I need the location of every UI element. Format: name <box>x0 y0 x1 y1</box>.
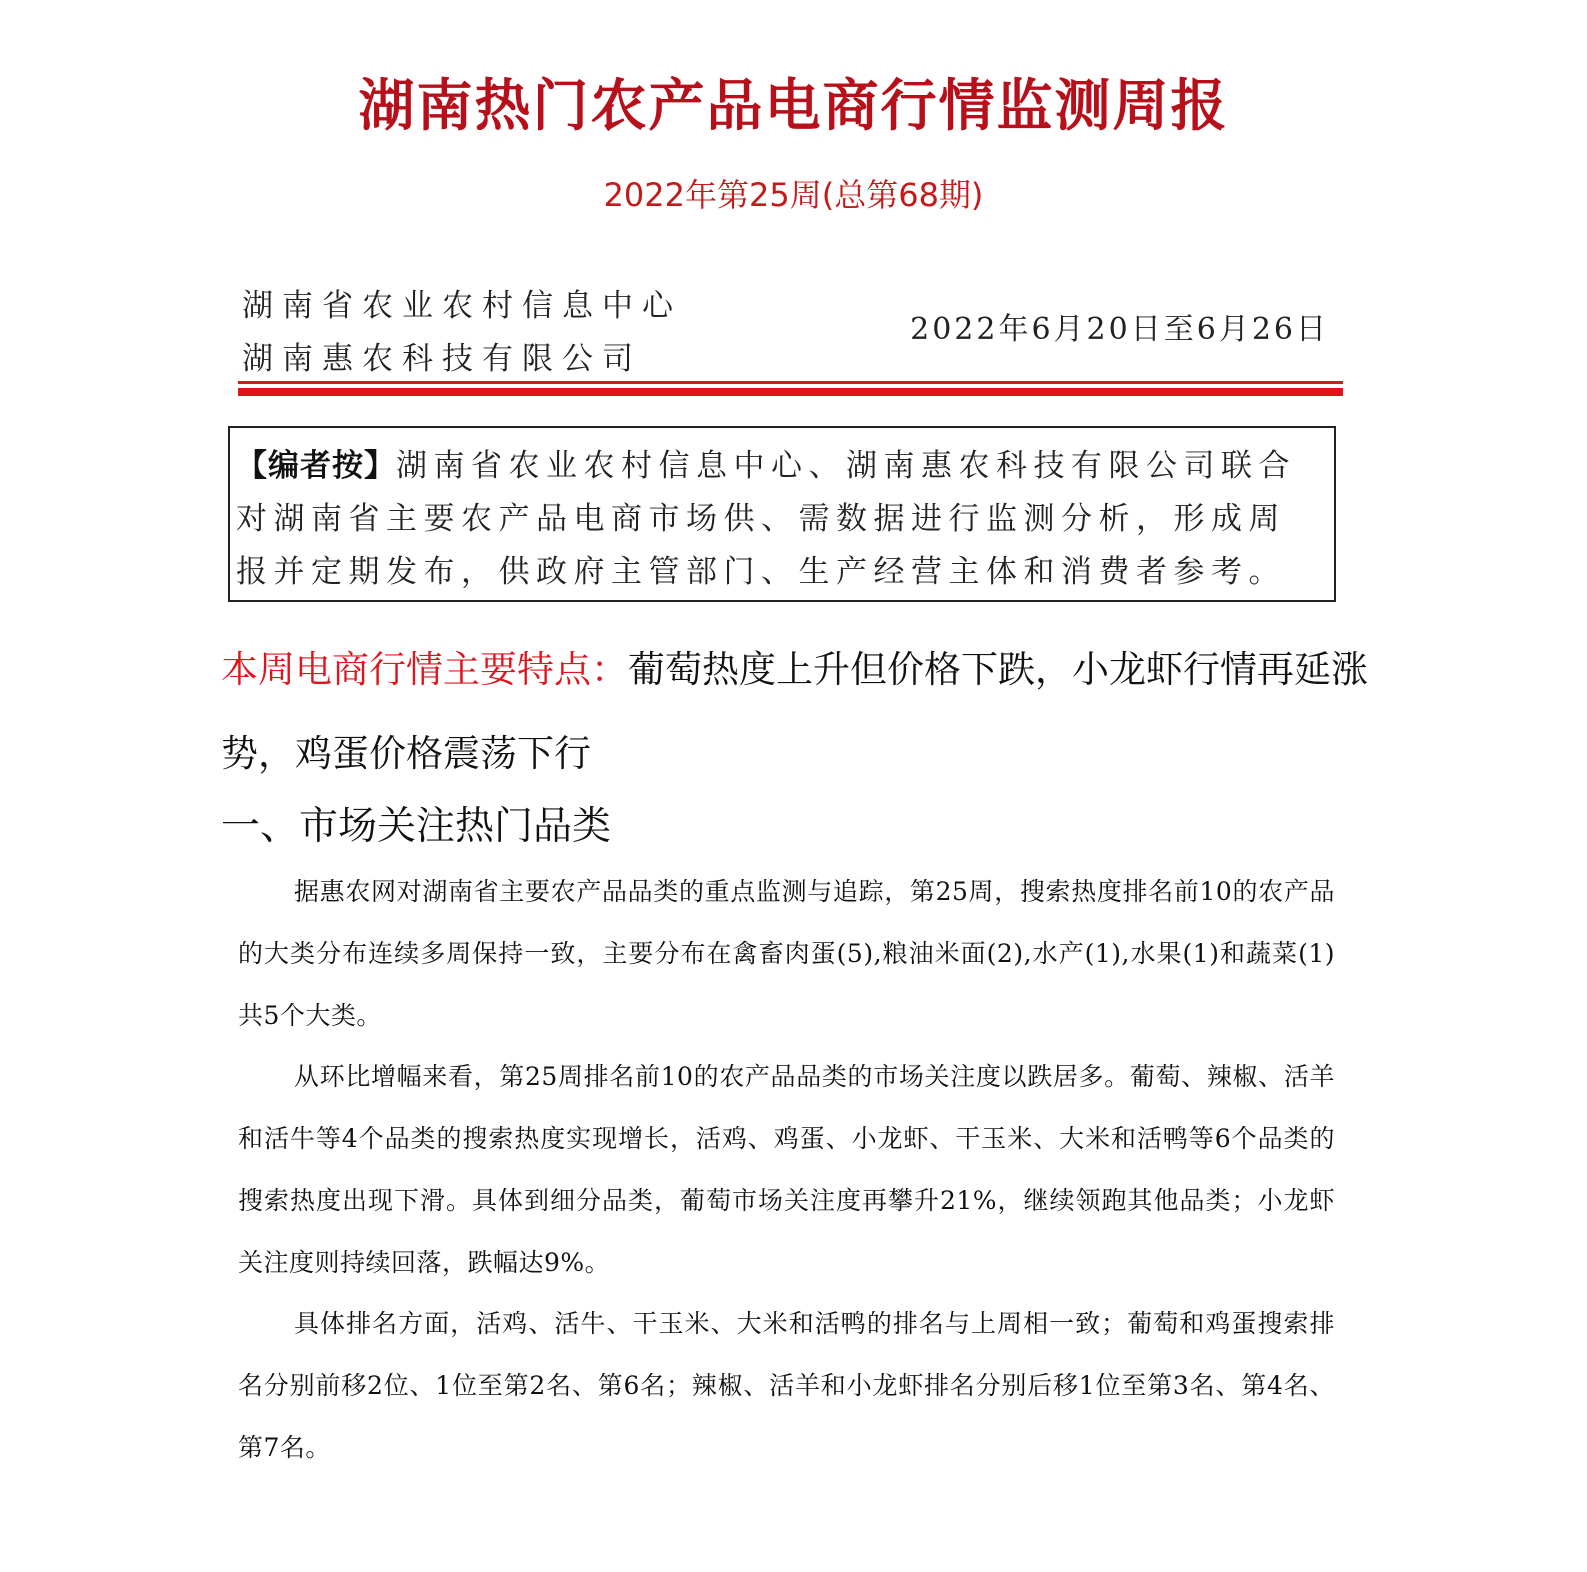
section-heading: 一、市场关注热门品类 <box>221 804 612 849</box>
publisher-org-1: 湖南省农业农村信息中心 <box>242 288 682 324</box>
header-divider-thick <box>238 388 1343 396</box>
paragraph-1: 据惠农网对湖南省主要农产品品类的重点监测与追踪，第25周，搜索热度排名前10的农产品的大类分布连续多周保持一致，主要分布在禽畜肉蛋(5),粮油米面(2),水产(1),水果(1)和蔬菜(1)共5个大类。 <box>238 877 1335 1030</box>
publisher-org-2: 湖南惠农科技有限公司 <box>242 341 642 377</box>
editor-note-text: 湖南省农业农村信息中心、湖南惠农科技有限公司联合对湖南省主要农产品电商市场供、需数据进行监测分析，形成周报并定期发布，供政府主管部门、生产经营主体和消费者参考。 <box>236 448 1296 590</box>
paragraph-3: 具体排名方面，活鸡、活牛、干玉米、大米和活鸭的排名与上周相一致；葡萄和鸡蛋搜索排名分别前移2位、1位至第2名、第6名；辣椒、活羊和小龙虾排名分别后移1位至第3名、第4名、第7名。 <box>238 1309 1336 1462</box>
editor-note-tag: 【编者按】 <box>236 448 396 484</box>
editor-note-box <box>228 426 1336 602</box>
report-title: 湖南热门农产品电商行情监测周报 <box>358 74 1229 139</box>
header-divider-thin <box>238 381 1343 384</box>
weekly-highlights <box>221 628 1371 796</box>
highlights-text: 葡萄热度上升但价格下跌，小龙虾行情再延涨势，鸡蛋价格震荡下行 <box>221 648 1368 775</box>
issue-number: 2022年第25周(总第68期) <box>603 176 984 214</box>
highlights-label: 本周电商行情主要特点： <box>221 648 628 691</box>
paragraph-2: 从环比增幅来看，第25周排名前10的农产品品类的市场关注度以跌居多。葡萄、辣椒、活羊和活牛等4个品类的搜索热度实现增长，活鸡、鸡蛋、小龙虾、干玉米、大米和活鸭等6个品类的搜索热度出现下滑。具体到细分品类，葡萄市场关注度再攀升21%，继续领跑其他品类；小龙虾关注度则持续回落，跌幅达9%。 <box>238 1062 1335 1277</box>
date-range: 2022年6月20日至6月26日 <box>910 312 1329 347</box>
